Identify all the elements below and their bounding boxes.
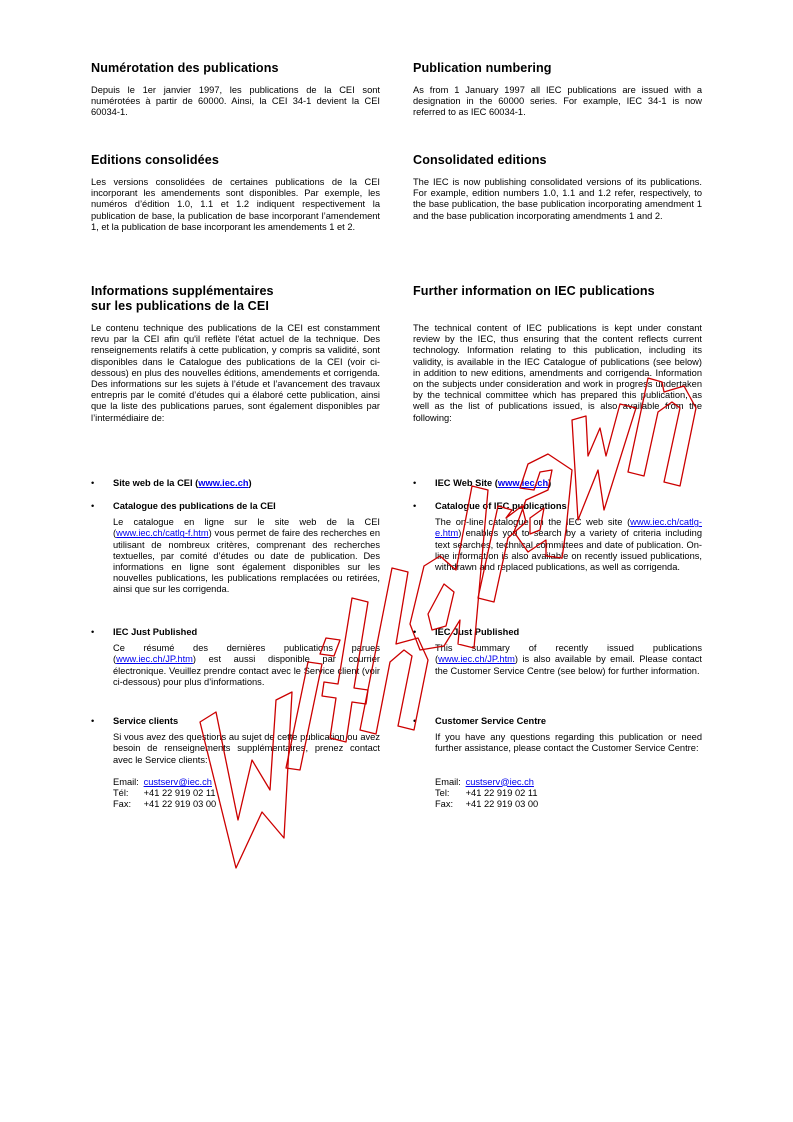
bullet-catalogue-fr [91, 501, 380, 596]
bullet-dot: • [91, 501, 95, 511]
just-published-link-en[interactable]: www.iec.ch/JP.htm [438, 654, 515, 665]
service-title-en: Customer Service Centre [435, 716, 547, 726]
phone-fr: +41 22 919 02 11 [143, 787, 216, 798]
service-desc-en: If you have any questions regarding this publication or need further assistance, please contact the Customer Service Centre: [435, 732, 702, 754]
fax-fr: +41 22 919 03 00 [143, 798, 217, 809]
catalogue-link-en[interactable]: www.iec.ch/catlg-e.htm [435, 517, 702, 539]
consolidated-body-en: The IEC is now publishing consolidated versions of its publications. For example, edition numbers 1.0, 1.1 and 1.2 refer, respectively, to the base publication, the base publication incorporating amendment 1 and the base publication incorporating amendments 1 and 2. [413, 177, 702, 221]
further-info-heading-line2-fr: sur les publications de la CEI [91, 299, 269, 313]
bullet-website-en: • IEC Web Site (www.iec.ch) [413, 478, 552, 488]
catalogue-title-en: Catalogue of IEC publications [435, 501, 567, 511]
bullet-dot: • [413, 627, 417, 637]
service-desc-fr: Si vous avez des questions au sujet de cette publication ou avez besoin de renseignements supplémentaires, prenez contact avec le Service clients: [113, 732, 380, 765]
just-published-title-fr: IEC Just Published [113, 627, 198, 637]
bullet-dot: • [413, 716, 417, 726]
catalogue-desc-fr: Le catalogue en ligne sur le site web de la CEI (www.iec.ch/catlg-f.htm) vous permet de faire des recherches en utilisant de nombreux critères, comprenant des recherches textuelles, par comité d’études ou date de publication. Des informations en ligne sont également disponibles sur les nouvelles publications, les publications remplacées ou retirées, ainsi que sur les corrigenda. [113, 517, 380, 595]
further-info-section-en [413, 284, 702, 424]
website-link-en[interactable]: www.iec.ch [497, 478, 549, 488]
bullet-catalogue-en [413, 501, 702, 573]
bullet-dot: • [91, 478, 95, 488]
bullet-dot: • [91, 627, 95, 637]
contact-block-fr: Email: custserv@iec.ch Tél: +41 22 919 02 11 Fax: +41 22 919 03 00 [113, 776, 217, 809]
bullet-dot: • [413, 478, 417, 488]
catalogue-title-fr: Catalogue des publications de la CEI [113, 501, 276, 511]
just-published-desc-en: This summary of recently issued publications (www.iec.ch/JP.htm) is also available by email. Please contact the Customer Service Centre (see below) for further information. [435, 643, 702, 676]
fax-en: +41 22 919 03 00 [465, 798, 539, 809]
further-info-body-fr: Le contenu technique des publications de la CEI est constamment revu par la CEI afin qu'il reflète l'état actuel de la technique. Des renseignements relatifs à cette publication, y compris sa validité, sont disponibles dans le Catalogue des publications de la CEI (voir ci-dessous) en plus des nouvelles éditions, amendements et corrigenda. Des informations sur les sujets à l’étude et l’avancement des travaux entrepris par le comité d’études qui a élaboré cette publication, ainsi que la liste des publications parues, sont également disponibles par l’intermédiaire de: [91, 323, 380, 423]
contact-block-en: Email: custserv@iec.ch Tel: +41 22 919 02 11 Fax: +41 22 919 03 00 [435, 776, 539, 809]
just-published-title-en: IEC Just Published [435, 627, 520, 637]
bullet-service-en [413, 716, 702, 810]
bullet-service-fr [91, 716, 380, 810]
just-published-link-fr[interactable]: www.iec.ch/JP.htm [116, 654, 193, 665]
further-info-body-en: The technical content of IEC publications is kept under constant review by the IEC, thus ensuring that the content reflects current technology. Information relating to this publication, including its validity, is available in the IEC Catalogue of publications (see below) in addition to new editions, amendments and corrigenda. Information on the subjects under consideration and work in progress undertaken by the technical committee which has prepared this publication, as well as the list of publications issued, is also available from the following: [413, 323, 702, 423]
email-link-en[interactable]: custserv@iec.ch [465, 776, 534, 787]
consolidated-section-fr [91, 153, 380, 233]
consolidated-body-fr: Les versions consolidées de certaines publications de la CEI incorporant les amendements sont disponibles. Par exemple, les numéros d’édition 1.0, 1.1 et 1.2 indiquent respectivement la publication de base, la publication de base incorporant l’amendement 1, et la publication de base incorporant les amendements 1 et 2. [91, 177, 380, 232]
catalogue-link-fr[interactable]: www.iec.ch/catlg-f.htm [116, 528, 209, 539]
bullet-just-published-en [413, 627, 702, 677]
bullet-dot: • [91, 716, 95, 726]
phone-en: +41 22 919 02 11 [465, 787, 538, 798]
website-link-fr[interactable]: www.iec.ch [198, 478, 249, 488]
further-info-heading-line1-fr: Informations supplémentaires [91, 284, 274, 298]
catalogue-desc-en: The on-line catalogue on the IEC web site (www.iec.ch/catlg-e.htm) enables you to search by a variety of criteria including text searches, technical committees and date of publication. On-line information is also available on recently issued publications, withdrawn and replaced publications, as well as corrigenda. [435, 517, 702, 573]
further-info-heading-en: Further information on IEC publications [413, 284, 655, 298]
numbering-body-en: As from 1 January 1997 all IEC publications are issued with a designation in the 60000 series. For example, IEC 34-1 is now referred to as IEC 60034-1. [413, 85, 702, 118]
bullet-just-published-fr [91, 627, 380, 688]
numbering-section-fr [91, 61, 380, 119]
just-published-desc-fr: Ce résumé des dernières publications parues (www.iec.ch/JP.htm) est aussi disponible par courrier électronique. Veuillez prendre contact avec le Service client (voir ci-dessous) pour plus d’informations. [113, 643, 380, 687]
further-info-section-fr [91, 284, 380, 424]
service-title-fr: Service clients [113, 716, 179, 726]
numbering-heading-fr: Numérotation des publications [91, 61, 279, 75]
bullet-dot: • [413, 501, 417, 511]
consolidated-section-en [413, 153, 702, 222]
numbering-heading-en: Publication numbering [413, 61, 552, 75]
bullet-website-fr: • Site web de la CEI (www.iec.ch) [91, 478, 252, 488]
consolidated-heading-fr: Editions consolidées [91, 153, 219, 167]
numbering-body-fr: Depuis le 1er janvier 1997, les publications de la CEI sont numérotées à partir de 60000. Ainsi, la CEI 34-1 devient la CEI 60034-1. [91, 85, 380, 118]
consolidated-heading-en: Consolidated editions [413, 153, 547, 167]
email-link-fr[interactable]: custserv@iec.ch [143, 776, 212, 787]
further-info-heading-fr [91, 284, 380, 314]
numbering-section-en [413, 61, 702, 119]
